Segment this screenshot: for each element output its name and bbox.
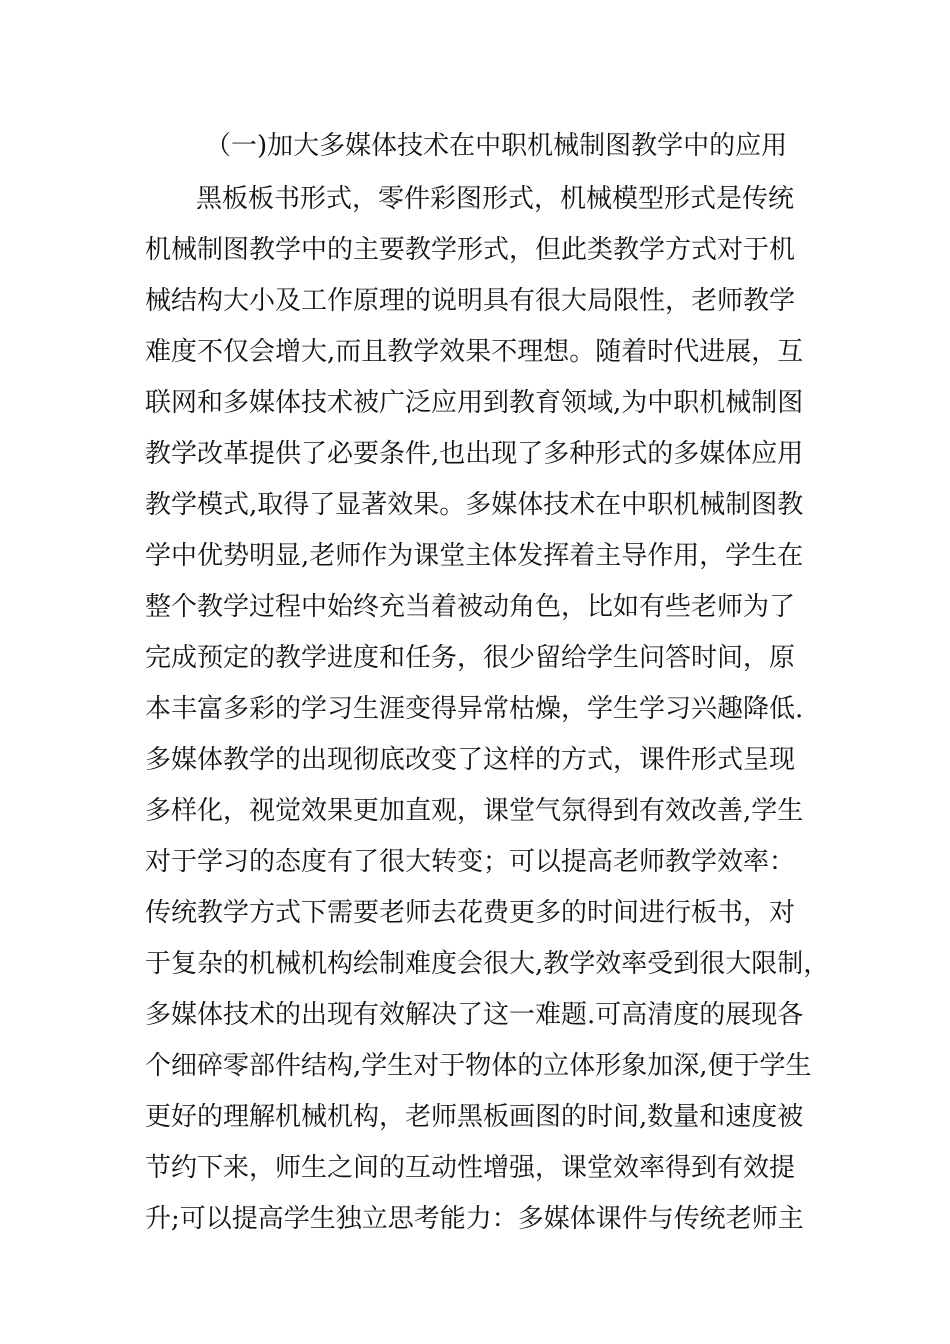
paragraph-line-19: 更好的理解机械机构，老师黑板画图的时间,数量和速度被 — [145, 1102, 804, 1132]
paragraph-line-9: 整个教学过程中始终充当着被动角色，比如有些老师为了 — [145, 592, 796, 622]
paragraph-line-11: 本丰富多彩的学习生涯变得异常枯燥，学生学习兴趣降低. — [145, 694, 804, 724]
paragraph-line-12: 多媒体教学的出现彻底改变了这样的方式，课件形式呈现 — [145, 745, 796, 775]
paragraph-line-15: 传统教学方式下需要老师去花费更多的时间进行板书，对 — [145, 898, 796, 928]
paragraph-line-2: 机械制图教学中的主要教学形式，但此类教学方式对于机 — [145, 235, 796, 265]
section-heading: （一)加大多媒体技术在中职机械制图教学中的应用 — [205, 131, 788, 161]
paragraph-line-20: 节约下来，师生之间的互动性增强，课堂效率得到有效提 — [145, 1153, 796, 1183]
paragraph-line-3: 械结构大小及工作原理的说明具有很大局限性，老师教学 — [145, 286, 796, 316]
paragraph-line-14: 对于学习的态度有了很大转变；可以提高老师教学效率： — [145, 847, 796, 877]
paragraph-line-1: 黑板板书形式，零件彩图形式，机械模型形式是传统 — [196, 184, 795, 214]
paragraph-line-21: 升;可以提高学生独立思考能力：多媒体课件与传统老师主 — [145, 1204, 804, 1234]
paragraph-line-5: 联网和多媒体技术被广泛应用到教育领域,为中职机械制图 — [145, 388, 804, 418]
paragraph-line-17: 多媒体技术的出现有效解决了这一难题.可高清度的展现各 — [145, 1000, 804, 1030]
paragraph-line-7: 教学模式,取得了显著效果。多媒体技术在中职机械制图教 — [145, 490, 804, 520]
paragraph-line-8: 学中优势明显,老师作为课堂主体发挥着主导作用，学生在 — [145, 541, 804, 571]
paragraph-line-13: 多样化，视觉效果更加直观，课堂气氛得到有效改善,学生 — [145, 796, 804, 826]
paragraph-line-18: 个细碎零部件结构,学生对于物体的立体形象加深,便于学生 — [145, 1051, 812, 1081]
paragraph-line-10: 完成预定的教学进度和任务，很少留给学生问答时间，原 — [145, 643, 796, 673]
paragraph-line-6: 教学改革提供了必要条件,也出现了多种形式的多媒体应用 — [145, 439, 804, 469]
paragraph-line-4: 难度不仅会增大,而且教学效果不理想。随着时代进展，互 — [145, 337, 804, 367]
paragraph-line-16: 于复杂的机械机构绘制难度会很大,教学效率受到很大限制， — [145, 949, 830, 979]
